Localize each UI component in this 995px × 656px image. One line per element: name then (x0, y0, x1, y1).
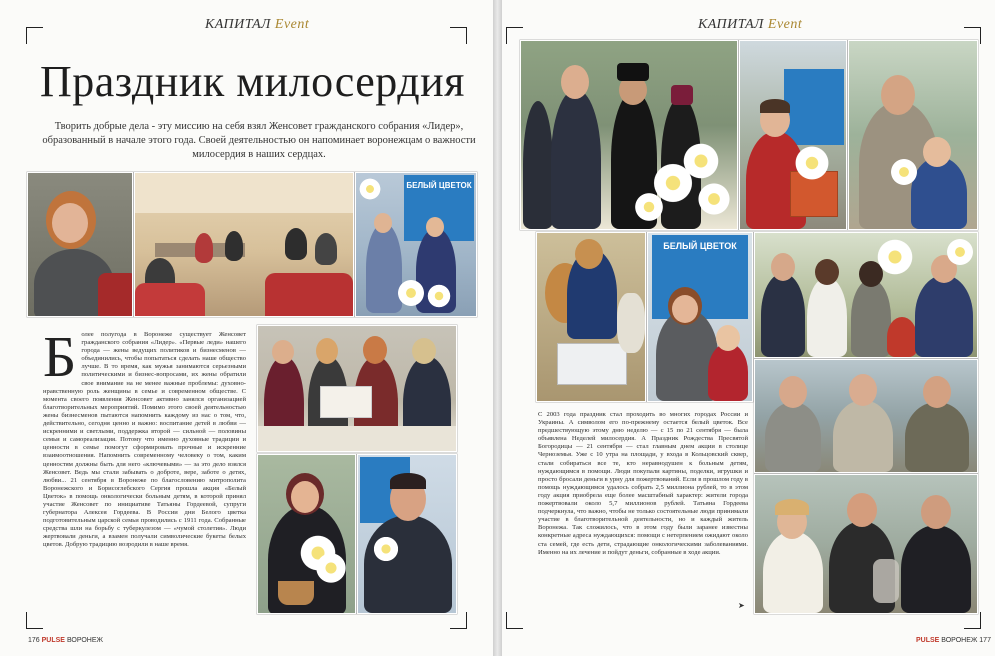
photo-group-family (754, 232, 978, 358)
corner-mark (450, 27, 467, 44)
right-folio (916, 637, 991, 644)
dropcap: Б (43, 331, 77, 389)
corner-mark (964, 612, 981, 629)
rubric-main: КАПИТАЛ (205, 17, 271, 32)
article-intro: Творить добрые дела - эту миссию на себя взял Женсовет гражданского собрания «Лидер», образованный в начале этого года. Своей деятельностью он напоминает воронежцам о важности милосердия в наших сердцах. (42, 121, 476, 160)
photo-meeting-room (134, 172, 354, 317)
photo-woman-portrait (27, 172, 133, 317)
rubric (698, 17, 802, 33)
brand-city: ВОРОНЕЖ (941, 637, 978, 644)
article-column-2-text: С 2003 года праздник стал проходить во многих городах России и Украины. А символом его по-прежнему остается белый цветок. Все предшествующую этому дню неделю — с 15 по 21 сентября — была объявлена Неделей милосердия. А Праздник Рождества Пресвятой Богородицы — 21 сентября — стал главным днем акции в столице Черноземья. Уже с 10 утра на площади, у входа в Кольцовский сквер, стали собираться все те, кто неравнодушен к больным детям, нуждающимся в помощи. Люди покупали картины, поделки, игрушки и просто бросали деньги в урну для пожертвований. Если в прошлом году в помощь нуждающимся удалось собрать 2,5 миллиона рублей, то в этом году акция приобрела еще более масштабный характер: жители города пожертвовали около 5,7 миллионов рублей. Татьяна Гордеева подчеркнула, что важно, чтобы не только состоятельные люди принимали участие в благотворительной деятельности, но и каждый житель Воронежа. Так сложилось, что в этом году были заранее известны конкретные адреса нуждающихся: помощи с нетерпением ожидают около ста семей, где есть дети, страдающие онкологическими заболеваниями. Именно на их лечение и пойдут деньги, собранные в ходе акции. (538, 411, 748, 556)
photo-boy-with-box (739, 40, 847, 230)
photo-woman-and-girl-sign (647, 232, 753, 402)
left-folio (28, 637, 103, 644)
photo-women-white-flower (355, 172, 477, 317)
photo-man-and-boy (848, 40, 978, 230)
rubric-main: КАПИТАЛ (698, 17, 764, 32)
photo-four-women-gifts (257, 325, 457, 452)
photo-woman-and-men (754, 474, 978, 614)
rubric-event: Event (274, 17, 310, 32)
brand-logo: PULSE (41, 637, 65, 644)
article-column-2 (538, 411, 748, 611)
article-column-1 (43, 331, 246, 613)
corner-mark (450, 612, 467, 629)
article-column-1-text: олее полугода в Воронеже существует Женсовет гражданского собрания «Лидер». «Первые леди» нашего города — жены ведущих политиков и бизнесменов — объединились, чтобы попытаться сделать наше общество лучше. В то время, как мужья занимаются серьезными политическими и бизнес-вопросами, их жены обратили свое внимание на не менее важные проблемы: духовно-нравственную роль женщины в семье и современном обществе. С момента своего появления Женсовет активно занялся организацией благотворительных мероприятий. Помимо этого своей деятельностью жены бизнесменов пытаются напомнить каждому из нас о том, что, действительно, сегодня ценно и важно: воспитание детей в любви — искренними и светлыми, поддержка второй — сильной — половины семьи и самореализация. Потому что именно духовные традиции и ценности в семье помогут сформировать прочные и искренние взаимоотношения. Напомнить современному человеку о том, каким ценностям должны быть для него «ключевыми» — за это дело взялся Женсовет. Ведь мы стали забывать о доброте, вере, заботе о детях, любви... 21 сентября в Воронеже по благословению митрополита Воронежского и Борисоглебского Сергия прошла акция «Белый Цветок» в помощь онкологически больным детям, в которой принял участие Женсовет по инициативе Татьяны Гордеевой, супруги губернатора Алексея Гордеева. В России дни Белого цветка подготовительным царской семьи проводились с 1911 года. Собранные средства шли на борьбу с туберкулезом — «чумой столетия». Люди жертвовали деньги, а взамен получали символические букеты белых цветов. Добрую традицию возродили в наше время. (43, 331, 246, 549)
corner-mark (26, 27, 43, 44)
white-flower-sign: БЕЛЫЙ ЦВЕТОК (404, 175, 474, 241)
corner-mark (26, 612, 43, 629)
brand-city: ВОРОНЕЖ (66, 637, 103, 644)
rubric-event: Event (767, 17, 803, 32)
rubric (205, 17, 309, 33)
corner-mark (506, 612, 523, 629)
spine-gutter (493, 0, 502, 656)
photo-woman-with-flowers (257, 454, 356, 614)
right-page (502, 0, 995, 656)
white-flower-sign-2: БЕЛЫЙ ЦВЕТОК (652, 235, 748, 319)
continue-arrow: ➤ (738, 601, 745, 610)
photo-three-men (754, 359, 978, 473)
left-page-number: 176 (28, 637, 40, 644)
photo-man-with-flower (357, 454, 457, 614)
photo-officials-clergy (520, 40, 738, 230)
left-page (0, 0, 493, 656)
photo-toys-stall (536, 232, 646, 402)
brand-logo: PULSE (916, 637, 940, 644)
article-title: Праздник милосердия (40, 57, 465, 106)
right-page-number: 177 (979, 637, 991, 644)
